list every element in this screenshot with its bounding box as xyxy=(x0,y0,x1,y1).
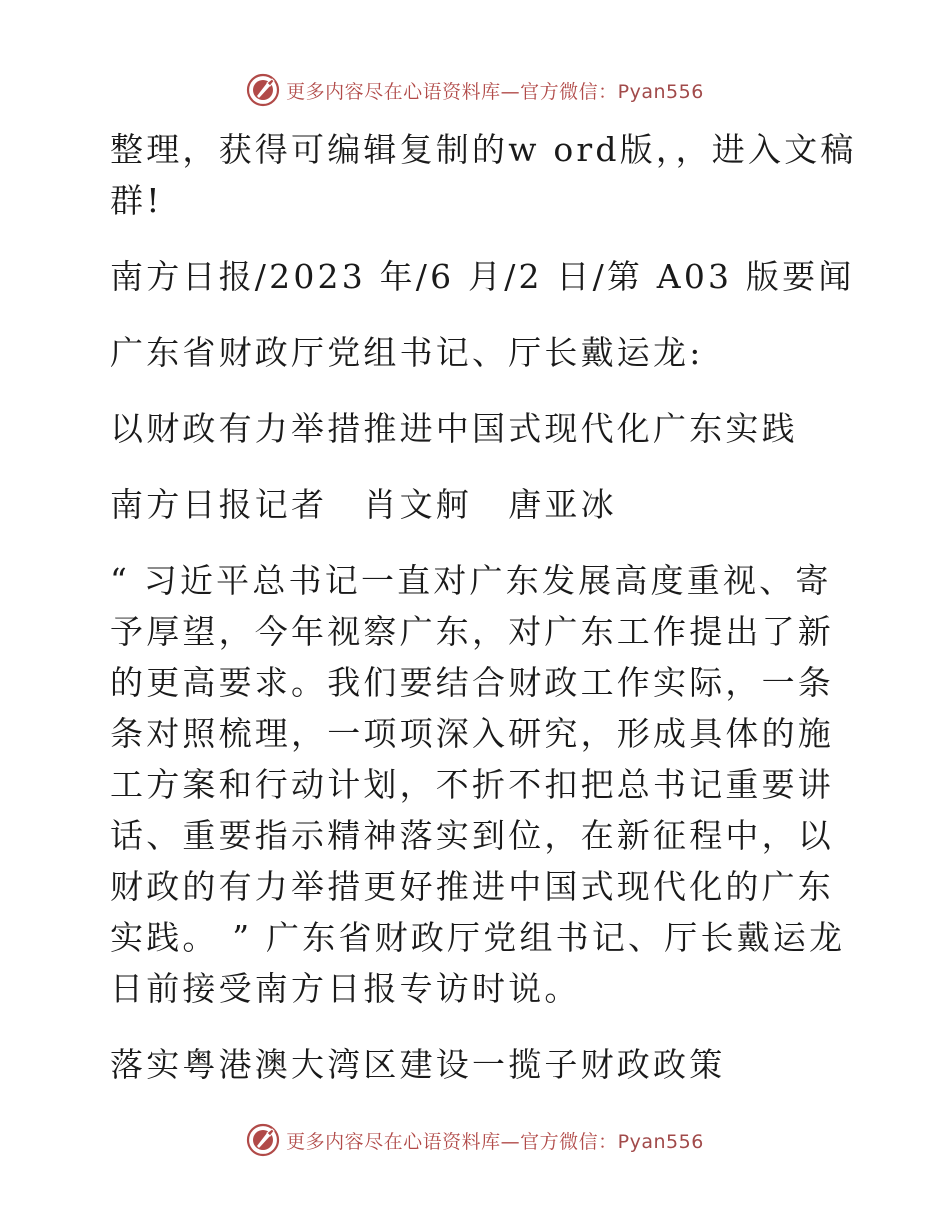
quote-paragraph: “ 习近平总书记一直对广东发展高度重视、寄予厚望，今年视察广东，对广东工作提出了新的更高要求。我们要结合财政工作实际，一条条对照梳理，一项项深入研究，形成具体的施工方案和行动计划，不折不扣把总书记重要讲话、重要指示精神落实到位，在新征程中，以财政的有力举措更好推进中国式现代化的广东实践。 ” 广东省财政厅党组书记、厅长戴运龙日前接受南方日报专访时说。 xyxy=(110,561,846,1008)
pen-nib-logo-icon xyxy=(246,1123,280,1157)
intro-paragraph: 整理，获得可编辑复制的w ord版，，进入文稿群! xyxy=(110,130,857,220)
pen-nib-logo-icon xyxy=(246,73,280,107)
watermark-text: 更多内容尽在心语资料库—官方微信：Pyan556 xyxy=(286,80,704,103)
byline: 南方日报记者 肖文舸 唐亚冰 xyxy=(110,485,617,524)
watermark-text: 更多内容尽在心语资料库—官方微信：Pyan556 xyxy=(286,1130,704,1153)
source-line: 南方日报/2023 年/6 月/2 日/第 A03 版要闻 xyxy=(110,257,855,296)
footer-watermark xyxy=(0,1120,950,1160)
header-watermark xyxy=(0,70,950,110)
document-body xyxy=(98,124,858,1090)
section-heading: 落实粤港澳大湾区建设一揽子财政政策 xyxy=(110,1045,726,1084)
subject-line: 广东省财政厅党组书记、厅长戴运龙: xyxy=(110,333,704,372)
article-title: 以财政有力举措推进中国式现代化广东实践 xyxy=(110,409,798,448)
